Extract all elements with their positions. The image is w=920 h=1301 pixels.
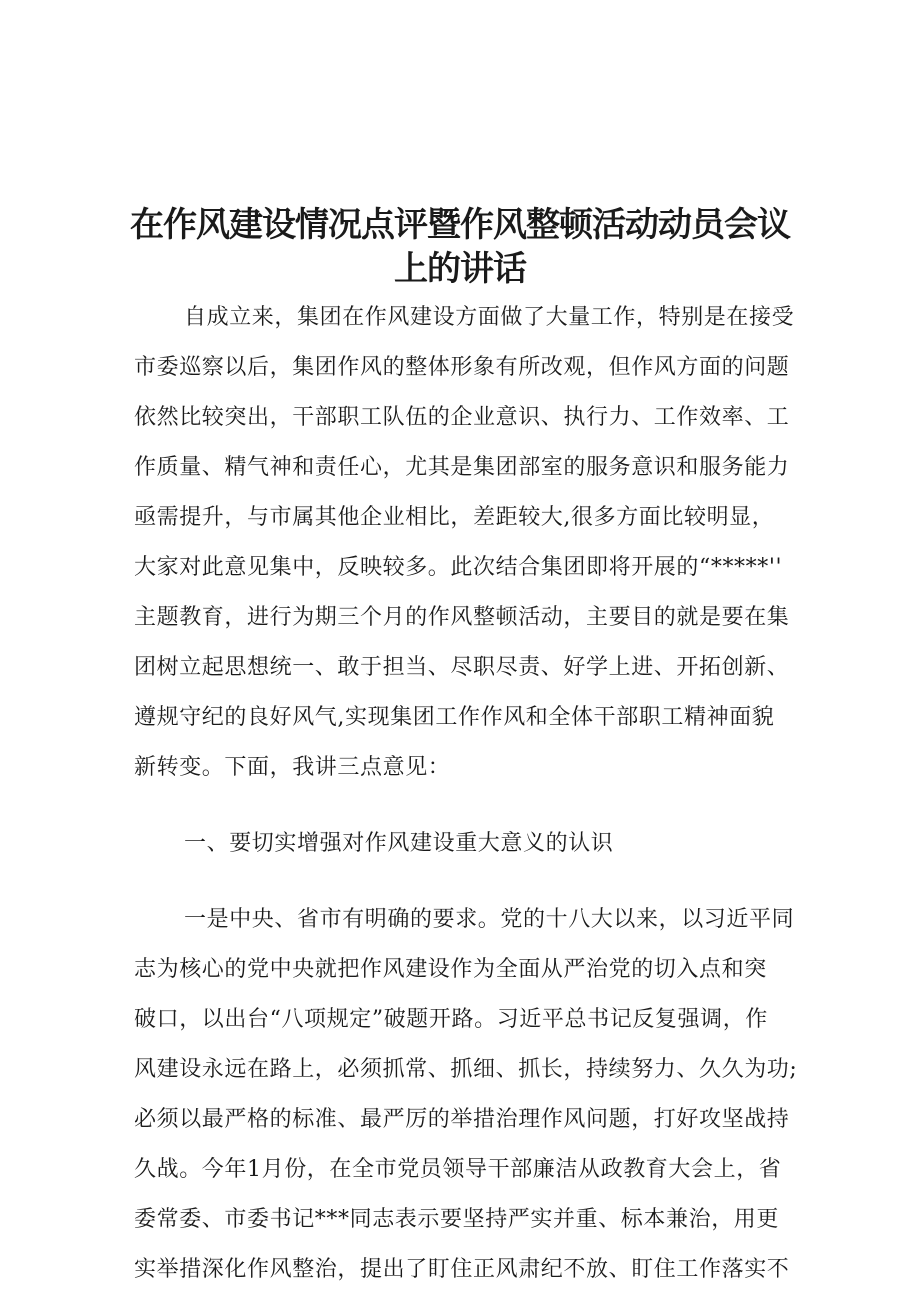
paragraph-2-line-3: 破口，以出台“八项规定”破题开路。习近平总书记反复强调，作 — [134, 1007, 768, 1032]
paragraph-1-line-2: 市委巡察以后，集团作风的整体形象有所改观，但作风方面的问题 — [134, 355, 790, 380]
section-heading-1: 一、要切实增强对作风建设重大意义的认识 — [184, 831, 614, 856]
paragraph-2-line-7: 委常委、市委书记***同志表示要坚持严实并重、标本兼治，用更 — [134, 1207, 780, 1232]
paragraph-1-line-8: 团树立起思想统一、敢于担当、尽职尽责、好学上进、开拓创新、 — [134, 655, 790, 680]
paragraph-2-line-4: 风建设永远在路上，必须抓常、抓细、抓长，持续努力、久久为功; — [134, 1057, 798, 1082]
document-title-line-2: 上的讲话 — [394, 249, 526, 289]
paragraph-1-line-6: 大家对此意见集中，反映较多。此次结合集团即将开展的“*****'' — [134, 555, 783, 580]
paragraph-1-line-3: 依然比较突出，干部职工队伍的企业意识、执行力、工作效率、工 — [134, 405, 790, 430]
paragraph-2-line-2: 志为核心的党中央就把作风建设作为全面从严治党的切入点和突 — [134, 957, 767, 982]
paragraph-2-line-8: 实举措深化作风整治，提出了盯住正风肃纪不放、盯住工作落实不 — [134, 1257, 790, 1282]
paragraph-1-line-4: 作质量、精气神和责任心，尤其是集团部室的服务意识和服务能力 — [134, 455, 790, 480]
paragraph-2-line-1: 一是中央、省市有明确的要求。党的十八大以来，以习近平同 — [184, 907, 795, 932]
paragraph-2-line-5: 必须以最严格的标准、最严厉的举措治理作风问题，打好攻坚战持 — [134, 1107, 790, 1132]
document-body — [134, 0, 814, 1301]
paragraph-1-line-10: 新转变。下面，我讲三点意见： — [134, 755, 451, 780]
paragraph-1-line-9: 遵规守纪的良好风气,实现集团工作作风和全体干部职工精神面貌 — [134, 705, 775, 730]
paragraph-1-line-1: 自成立来，集团在作风建设方面做了大量工作，特别是在接受 — [184, 305, 795, 330]
paragraph-2-line-6: 久战。今年1月份，在全市党员领导干部廉洁从政教育大会上，省 — [134, 1157, 782, 1182]
paragraph-1-line-7: 主题教育，进行为期三个月的作风整顿活动，主要目的就是要在集 — [134, 605, 790, 630]
document-title-line-1: 在作风建设情况点评暨作风整顿活动动员会议 — [130, 205, 790, 245]
paragraph-1-line-5: 亟需提升，与市属其他企业相比，差距较大,很多方面比较明显， — [134, 505, 775, 530]
